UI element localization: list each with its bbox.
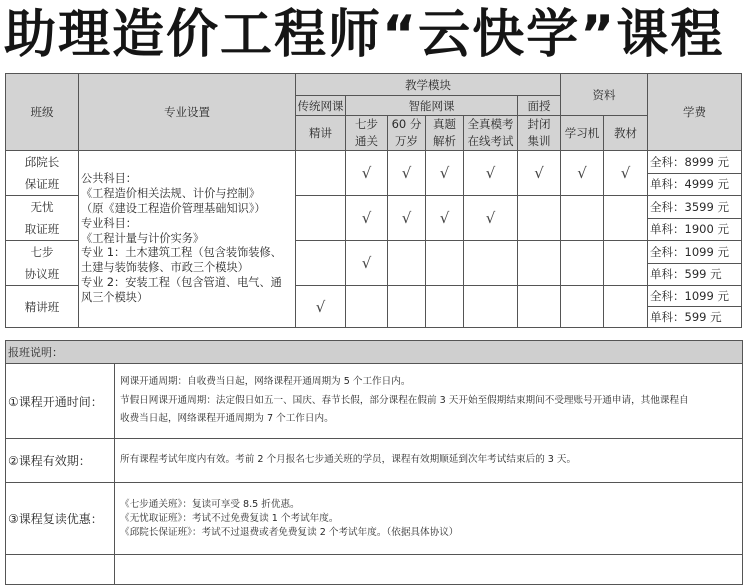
check-cell: √ [426, 196, 464, 241]
header-major: 专业设置 [79, 74, 296, 151]
check-cell: √ [388, 151, 426, 196]
fee-full: 全科：3599 元 [648, 196, 742, 219]
note-label: ①课程开通时间： [6, 364, 115, 439]
class-name: 无忧 取证班 [6, 196, 79, 241]
note-content: 《七步通关班》：复读可享受 8.5 折优惠。 《无忧取证班》：考试不过免费复读 1 个考试年度。 《邱院长保证班》：考试不过退费或者免费复读 2 个考试年度。（依据具体协议） [115, 483, 743, 555]
header-teaching-module: 教学模块 [296, 74, 561, 96]
class-name: 精讲班 [6, 286, 79, 328]
check-cell: √ [426, 151, 464, 196]
notes-header: 报班说明： [6, 341, 743, 364]
check-cell [426, 286, 464, 328]
check-cell [296, 241, 346, 286]
check-cell [561, 241, 604, 286]
check-cell [518, 196, 561, 241]
header-fengbi: 封闭 集训 [518, 116, 561, 151]
header-face: 面授 [518, 96, 561, 116]
enrollment-notes-table [5, 340, 743, 585]
check-cell: √ [346, 151, 388, 196]
check-cell [346, 286, 388, 328]
check-cell: √ [518, 151, 561, 196]
header-sixty: 60 分 万岁 [388, 116, 426, 151]
check-cell [388, 241, 426, 286]
check-cell: √ [346, 196, 388, 241]
fee-single: 单科：1900 元 [648, 218, 742, 241]
fee-single: 单科：4999 元 [648, 173, 742, 196]
check-cell: √ [464, 151, 518, 196]
header-fee: 学费 [648, 74, 742, 151]
check-cell [604, 196, 648, 241]
fee-single: 单科：599 元 [648, 263, 742, 286]
check-cell [296, 151, 346, 196]
check-cell [561, 286, 604, 328]
class-name: 七步 协议班 [6, 241, 79, 286]
header-jingjiang: 精讲 [296, 116, 346, 151]
header-materials: 资料 [561, 74, 648, 116]
header-class: 班级 [6, 74, 79, 151]
class-name: 邱院长 保证班 [6, 151, 79, 196]
check-cell [604, 241, 648, 286]
check-cell [464, 286, 518, 328]
note-label: ②课程有效期： [6, 439, 115, 483]
fee-full: 全科：8999 元 [648, 151, 742, 174]
check-cell [464, 241, 518, 286]
header-mokao: 全真模考 在线考试 [464, 116, 518, 151]
note-label-empty [6, 555, 115, 585]
check-cell: √ [604, 151, 648, 196]
fee-full: 全科：1099 元 [648, 241, 742, 264]
check-cell: √ [346, 241, 388, 286]
page-title: 助理造价工程师“云快学”课程 [4, 5, 725, 65]
check-cell [388, 286, 426, 328]
check-cell [518, 286, 561, 328]
note-label: ③课程复读优惠： [6, 483, 115, 555]
header-xuexiji: 学习机 [561, 116, 604, 151]
course-table [5, 73, 742, 328]
check-cell: √ [296, 286, 346, 328]
check-cell [426, 241, 464, 286]
check-cell [296, 196, 346, 241]
note-content-empty [115, 555, 743, 585]
header-smart: 智能网课 [346, 96, 518, 116]
check-cell: √ [388, 196, 426, 241]
check-cell [518, 241, 561, 286]
note-content: 所有课程考试年度内有效。考前 2 个月报名七步通关班的学员，课程有效期顺延到次年考试结束后的 3 天。 [115, 439, 743, 483]
subjects-cell: 公共科目： 《工程造价相关法规、计价与控制》 （原《建设工程造价管理基础知识》） 专业科目： 《工程计量与计价实务》 专业 1：土木建筑工程（包含装饰装修、土建与装饰装修、市政三个模块） 专业 2：安装工程（包含管道、电气、通风三个模块） [79, 151, 296, 328]
fee-full: 全科：1099 元 [648, 286, 742, 307]
check-cell [604, 286, 648, 328]
header-zhenti: 真题 解析 [426, 116, 464, 151]
check-cell: √ [561, 151, 604, 196]
note-content: 网课开通周期：自收费当日起，网络课程开通周期为 5 个工作日内。 节假日网课开通周期：法定假日如五一、国庆、春节长假，部分课程在假前 3 天开始至假期结束期间不受理账号开通申请，其他课程自 收费当日起，网络课程开通周期为 7 个工作日内。 [115, 364, 743, 439]
header-jiaocai: 教材 [604, 116, 648, 151]
check-cell [561, 196, 604, 241]
header-qibu: 七步 通关 [346, 116, 388, 151]
header-traditional: 传统网课 [296, 96, 346, 116]
check-cell: √ [464, 196, 518, 241]
fee-single: 单科：599 元 [648, 307, 742, 328]
